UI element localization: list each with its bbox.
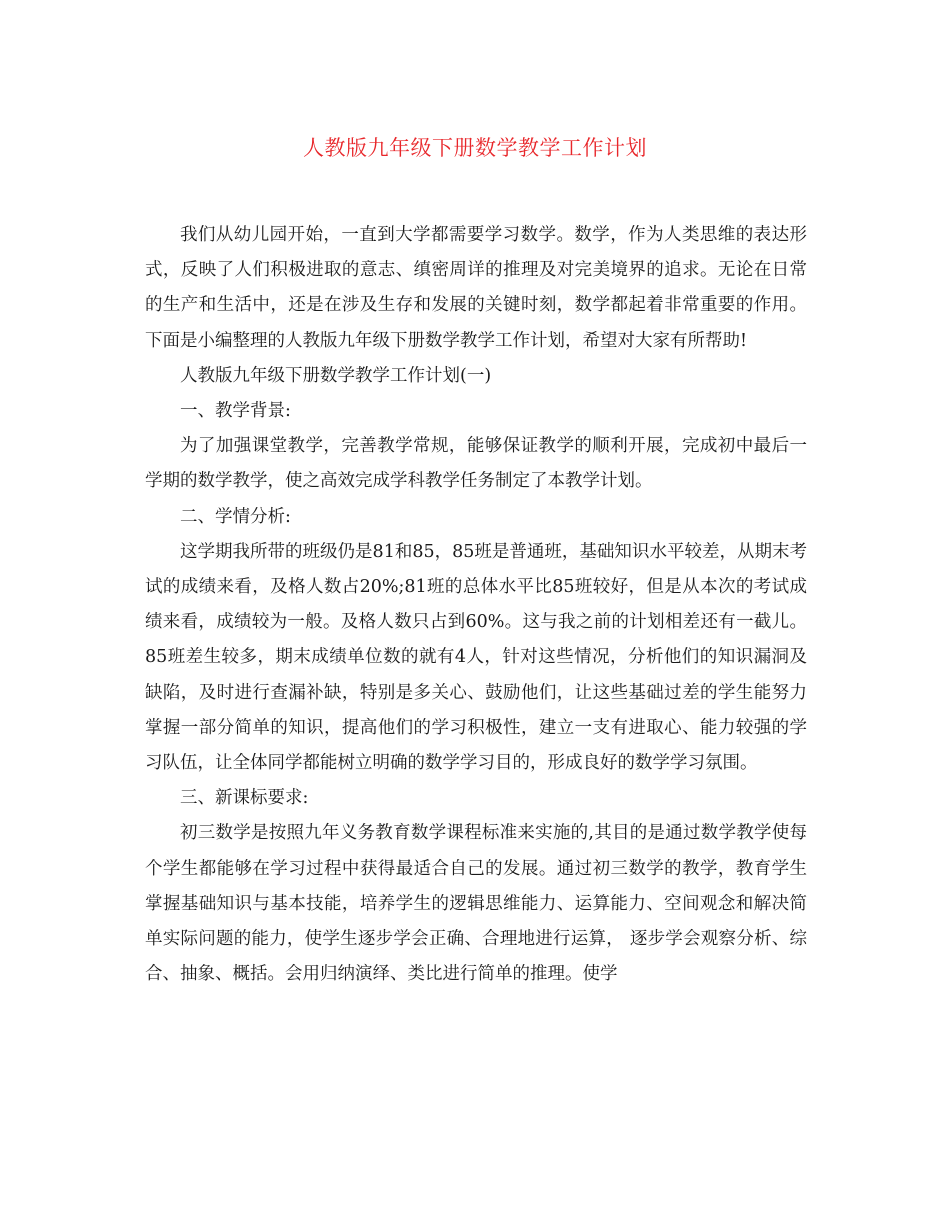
section-heading-analysis: 二、学情分析: xyxy=(180,506,291,527)
paragraph-analysis: 这学期我所带的班级仍是81和85，85班是普通班，基础知识水平较差，从期末考试的成绩来看，及格人数占20%;81班的总体水平比85班较好，但是从本次的考试成绩来看，成绩较为一般。及格人数只占到60%。这与我之前的计划相差还有一截儿。85班差生较多，期末成绩单位数的就有4人，针对这些情况，分析他们的知识漏洞及缺陷，及时进行查漏补缺，特别是多关心、鼓励他们，让这些基础过差的学生能努力掌握一部分简单的知识，提高他们的学习积极性，建立一支有进取心、能力较强的学习队伍，让全体同学都能树立明确的数学学习目的，形成良好的数学学习氛围。 xyxy=(145,541,807,774)
paragraph-background: 为了加强课堂教学，完善教学常规，能够保证教学的顺利开展，完成初中最后一学期的数学教学，使之高效完成学科教学任务制定了本教学计划。 xyxy=(145,436,807,492)
document-title: 人教版九年级下册数学教学工作计划 xyxy=(303,136,647,160)
paragraph-standards: 初三数学是按照九年义务教育数学课程标准来实施的,其目的是通过数学教学使每个学生都能够在学习过程中获得最适合自己的发展。通过初三数学的教学，教育学生掌握基础知识与基本技能，培养学生的逻辑思维能力、运算能力、空间观念和解决简单实际问题的能力，使学生逐步学会正确、合理地进行运算， 逐步学会观察分析、综合、抽象、概括。会用归纳演绎、类比进行简单的推理。使学 xyxy=(145,823,807,985)
paragraph-intro: 我们从幼儿园开始，一直到大学都需要学习数学。数学，作为人类思维的表达形式，反映了人们积极进取的意志、缜密周详的推理及对完美境界的追求。无论在日常的生产和生活中，还是在涉及生存和发展的关键时刻，数学都起着非常重要的作用。下面是小编整理的人教版九年级下册数学教学工作计划，希望对大家有所帮助! xyxy=(145,225,807,351)
section-heading-background: 一、教学背景: xyxy=(180,401,291,422)
paragraph-plan-heading: 人教版九年级下册数学教学工作计划(一) xyxy=(180,365,492,386)
section-heading-standards: 三、新课标要求: xyxy=(180,788,309,809)
document-body xyxy=(145,218,807,992)
